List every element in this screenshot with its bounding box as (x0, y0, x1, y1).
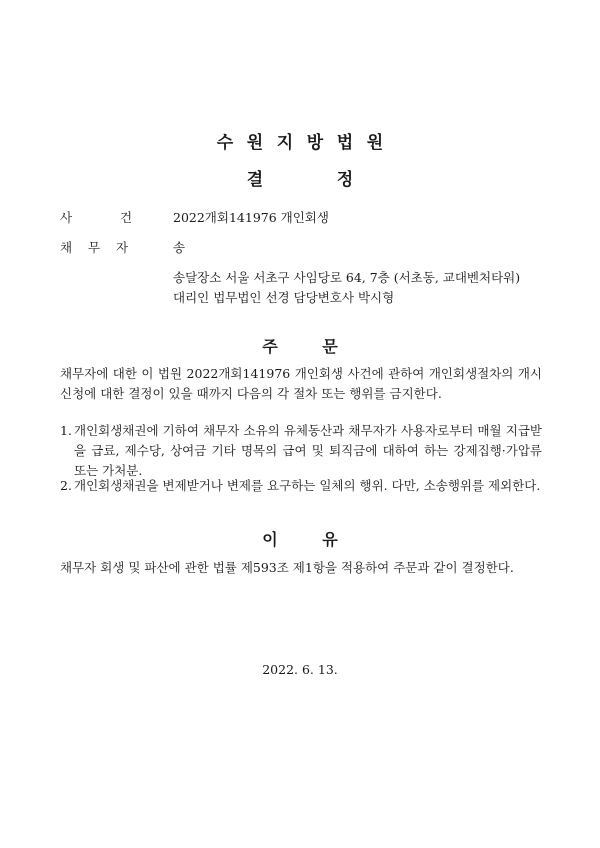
debtor-label-char: 무 (88, 240, 101, 255)
document-title-char: 정 (336, 170, 354, 190)
debtor-label (60, 238, 170, 256)
reason-heading (0, 527, 600, 550)
court-name-char: 수 (216, 133, 234, 153)
court-name-char: 방 (306, 133, 324, 153)
document-title (0, 165, 600, 190)
service-address: 송달장소 서울 서초구 사임당로 64, 7층 (서초동, 교대벤처타워) (173, 270, 521, 285)
list-item-text: 개인회생채권에 기하여 채무자 소유의 유체동산과 채무자가 사용자로부터 매월 지급받을 급료, 제수당, 상여금 기타 명목의 급여 및 퇴직금에 대하여 하는 강제집행·가압류 또는 가처분. (74, 423, 542, 478)
case-number: 2022개회141976 개인회생 (173, 210, 329, 225)
court-name (0, 128, 600, 153)
order-intro: 채무자에 대한 이 법원 2022개회141976 개인회생 사건에 관하여 개인회생절차의 개시신청에 대한 결정이 있을 때까지 다음의 각 절차 또는 행위를 금지한다. (60, 366, 542, 401)
case-label (60, 208, 170, 226)
court-name-char: 원 (246, 133, 264, 153)
attorney-info: 대리인 법무법인 선경 담당변호사 박시형 (173, 290, 395, 305)
debtor-name: 송 (173, 240, 186, 255)
order-heading (0, 334, 600, 357)
court-name-char: 법 (336, 133, 354, 153)
order-heading-char: 주 (262, 337, 278, 356)
debtor-label-char: 자 (116, 240, 129, 255)
list-item-number: 2. (60, 478, 72, 493)
order-heading-char: 문 (322, 337, 338, 356)
debtor-label-char: 채 (60, 240, 73, 255)
list-item-number: 1. (60, 423, 72, 438)
case-label-char: 건 (120, 210, 133, 225)
reason-heading-char: 이 (262, 530, 278, 549)
court-name-char: 지 (276, 133, 294, 153)
list-item-text: 개인회생채권을 변제받거나 변제를 요구하는 일체의 행위. 다만, 소송행위를 제외한다. (74, 478, 541, 493)
reason-text: 채무자 회생 및 파산에 관한 법률 제593조 제1항을 적용하여 주문과 같이 결정한다. (60, 560, 514, 575)
case-label-char: 사 (60, 210, 73, 225)
reason-heading-char: 유 (322, 530, 338, 549)
court-name-char: 원 (366, 133, 384, 153)
document-title-char: 결 (246, 170, 264, 190)
decision-date: 2022. 6. 13. (262, 662, 338, 677)
